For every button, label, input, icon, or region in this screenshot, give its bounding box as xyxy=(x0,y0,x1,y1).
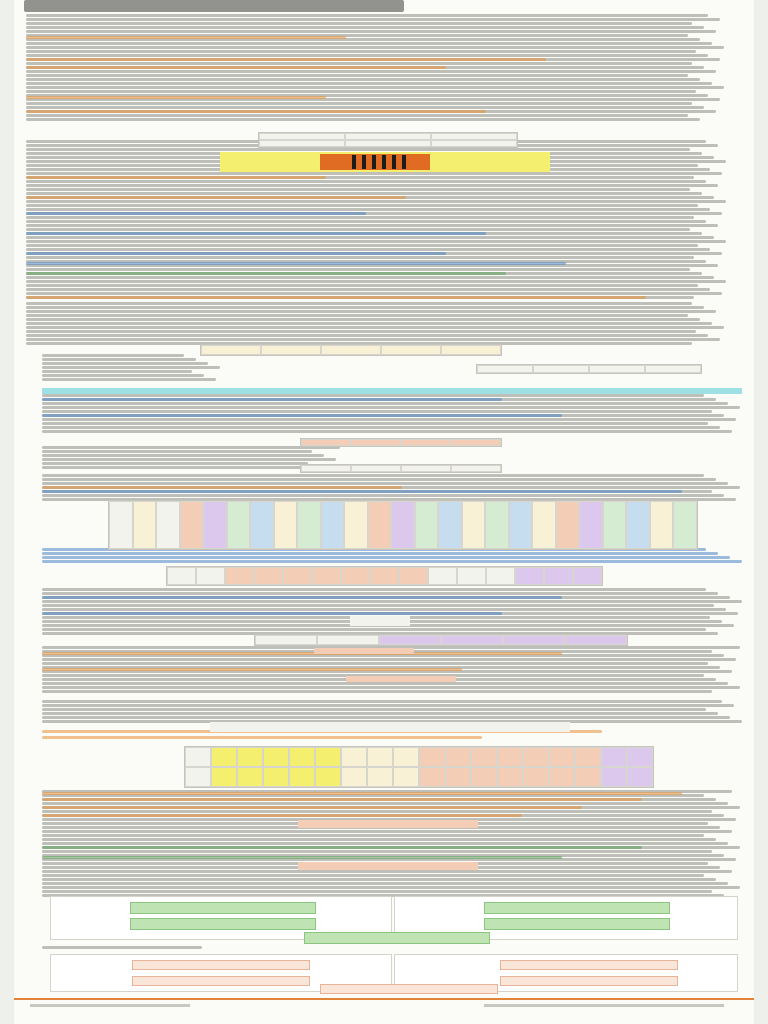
paragraph-line xyxy=(26,334,708,337)
section-band xyxy=(42,388,742,394)
paragraph-line xyxy=(26,90,696,93)
link-line xyxy=(42,490,682,493)
link-line xyxy=(42,596,562,599)
table-cell xyxy=(601,767,627,787)
table-cell xyxy=(445,767,471,787)
table-cell xyxy=(301,439,351,446)
paragraph-line xyxy=(26,276,714,279)
table-cell xyxy=(462,501,486,549)
table-cell xyxy=(283,567,312,585)
table-cell xyxy=(167,567,196,585)
table-cell xyxy=(237,747,263,767)
paragraph-line xyxy=(42,482,728,485)
table-cell xyxy=(441,345,501,355)
table-cell xyxy=(589,365,645,373)
paragraph-line xyxy=(42,870,732,873)
table-cell xyxy=(601,747,627,767)
paragraph-line xyxy=(26,228,690,231)
table-cell xyxy=(227,501,251,549)
link-line xyxy=(42,414,562,417)
table-cell xyxy=(289,767,315,787)
table-cell xyxy=(565,635,627,645)
table-cell xyxy=(451,439,501,446)
table-cell xyxy=(133,501,157,549)
paragraph-line xyxy=(42,592,718,595)
table-cell xyxy=(185,747,211,767)
table-cell xyxy=(351,439,401,446)
paragraph-line xyxy=(42,402,728,405)
paragraph-line xyxy=(42,842,728,845)
section-heading xyxy=(42,668,462,671)
table-cell xyxy=(419,747,445,767)
table-cell xyxy=(441,635,503,645)
paragraph-line xyxy=(26,86,724,89)
table-cell xyxy=(391,501,415,549)
table-cell xyxy=(263,747,289,767)
table-cell xyxy=(544,567,573,585)
paragraph-line xyxy=(26,240,726,243)
table-cell xyxy=(367,747,393,767)
table-cell xyxy=(315,747,341,767)
section-heading xyxy=(42,814,522,817)
table-large-3 xyxy=(184,746,654,788)
table-cell xyxy=(254,567,283,585)
table-cell xyxy=(156,501,180,549)
table-cell xyxy=(603,501,627,549)
paragraph-line xyxy=(26,118,700,121)
table-cell xyxy=(431,140,517,147)
paragraph-line xyxy=(26,288,710,291)
link-line xyxy=(42,398,502,401)
paragraph-line xyxy=(42,450,312,453)
table-cell xyxy=(259,133,345,140)
diagram-node xyxy=(298,862,478,870)
paragraph-line xyxy=(42,370,192,373)
table-cell xyxy=(471,767,497,787)
table-cell xyxy=(532,501,556,549)
paragraph-line xyxy=(42,830,732,833)
table-cell xyxy=(317,635,379,645)
paragraph-line xyxy=(42,690,712,693)
paragraph-line xyxy=(42,850,712,853)
table-cell xyxy=(321,345,381,355)
table-cell xyxy=(575,767,601,787)
table-cell xyxy=(351,465,401,472)
caption-box xyxy=(210,722,570,732)
paragraph-line xyxy=(26,322,712,325)
paragraph-line xyxy=(26,302,692,305)
section-heading xyxy=(26,36,346,39)
table-cell xyxy=(627,767,653,787)
table-large-2 xyxy=(166,566,603,586)
flow-node xyxy=(484,918,670,930)
paragraph-line xyxy=(26,306,704,309)
table-cell xyxy=(367,767,393,787)
paragraph-line xyxy=(26,326,724,329)
diagram-node xyxy=(346,676,456,682)
section-heading xyxy=(42,792,682,795)
paragraph-line xyxy=(26,292,722,295)
paragraph-line xyxy=(42,878,716,881)
table-cell xyxy=(438,501,462,549)
table-cell xyxy=(196,567,225,585)
paragraph-line xyxy=(26,310,716,313)
section-heading xyxy=(26,96,326,99)
paragraph-line xyxy=(42,662,708,665)
paragraph-line xyxy=(26,14,708,17)
highlight-figure xyxy=(220,152,550,172)
table-cell xyxy=(345,140,431,147)
paragraph-line xyxy=(26,70,716,73)
table-cell xyxy=(673,501,697,549)
paragraph-line xyxy=(26,184,718,187)
paragraph-line xyxy=(42,838,716,841)
diagram-bar xyxy=(372,155,376,169)
caption-line xyxy=(42,946,202,949)
table-cell xyxy=(261,345,321,355)
green-line xyxy=(42,846,642,849)
table-cell xyxy=(457,567,486,585)
table-cell xyxy=(393,747,419,767)
paragraph-line xyxy=(26,204,698,207)
table-cell xyxy=(579,501,603,549)
paragraph-line xyxy=(42,716,730,719)
diagram-bar xyxy=(362,155,366,169)
flow-node xyxy=(500,960,678,970)
table-cell xyxy=(237,767,263,787)
table-cell xyxy=(415,501,439,549)
paragraph-line xyxy=(26,224,718,227)
link-line xyxy=(26,232,486,235)
table-cell xyxy=(211,767,237,787)
paragraph-line xyxy=(42,494,724,497)
table-small-5 xyxy=(300,464,502,473)
paragraph-line xyxy=(26,180,706,183)
paragraph-line xyxy=(26,280,726,283)
paragraph-line xyxy=(42,556,730,559)
paragraph-line xyxy=(26,30,716,33)
section-heading xyxy=(42,736,482,739)
paragraph-line xyxy=(26,284,698,287)
paragraph-line xyxy=(42,366,220,369)
table-cell xyxy=(485,501,509,549)
table-cell xyxy=(556,501,580,549)
table-cell xyxy=(381,345,441,355)
section-heading xyxy=(42,798,642,801)
paragraph-line xyxy=(42,474,704,477)
paragraph-line xyxy=(26,78,700,81)
table-cell xyxy=(401,439,451,446)
paragraph-line xyxy=(42,354,184,357)
table-cell xyxy=(523,767,549,787)
table-cell xyxy=(393,767,419,787)
table-cell xyxy=(419,767,445,787)
paragraph-line xyxy=(42,810,712,813)
table-cell xyxy=(203,501,227,549)
table-cell xyxy=(627,747,653,767)
paragraph-line xyxy=(26,102,692,105)
table-cell xyxy=(645,365,701,373)
paragraph-line xyxy=(26,18,720,21)
table-cell xyxy=(211,747,237,767)
table-cell xyxy=(503,635,565,645)
paragraph-line xyxy=(26,338,720,341)
table-cell xyxy=(315,767,341,787)
paragraph-line xyxy=(42,600,742,603)
paragraph-line xyxy=(26,192,702,195)
table-cell xyxy=(344,501,368,549)
paragraph-line xyxy=(42,446,340,449)
table-cell xyxy=(497,767,523,787)
paragraph-line xyxy=(42,430,732,433)
document-header xyxy=(14,0,754,14)
paragraph-line xyxy=(26,82,712,85)
paragraph-line xyxy=(26,244,698,247)
table-cell xyxy=(379,635,441,645)
table-cell xyxy=(401,465,451,472)
table-cell xyxy=(341,767,367,787)
flow-node xyxy=(132,976,310,986)
paragraph-line xyxy=(26,114,688,117)
section-heading xyxy=(26,176,326,179)
paragraph-line xyxy=(42,422,708,425)
paragraph-line xyxy=(42,604,714,607)
table-cell xyxy=(626,501,650,549)
paragraph-line xyxy=(26,236,714,239)
link-line xyxy=(26,212,366,215)
paragraph-line xyxy=(42,700,722,703)
paragraph-line xyxy=(42,708,706,711)
diagram-bar xyxy=(382,155,386,169)
section-heading xyxy=(42,806,582,809)
paragraph-line xyxy=(26,26,704,29)
section-heading xyxy=(26,58,546,61)
table-cell xyxy=(549,747,575,767)
table-cell xyxy=(301,465,351,472)
green-line xyxy=(26,272,506,275)
diagram-node xyxy=(350,616,410,626)
flow-node xyxy=(500,976,678,986)
table-cell xyxy=(297,501,321,549)
diagram-bar xyxy=(402,155,406,169)
paragraph-line xyxy=(42,418,736,421)
paragraph-line xyxy=(42,890,712,893)
table-cell xyxy=(225,567,254,585)
table-cell xyxy=(471,747,497,767)
green-line xyxy=(42,856,562,859)
paragraph-line xyxy=(42,560,742,563)
paragraph-line xyxy=(42,886,740,889)
document-page xyxy=(14,0,754,1024)
link-line xyxy=(26,252,446,255)
section-heading xyxy=(26,110,486,113)
paragraph-line xyxy=(42,882,728,885)
table-small-2 xyxy=(200,344,502,356)
table-cell xyxy=(370,567,399,585)
table-cell xyxy=(312,567,341,585)
table-cell xyxy=(523,747,549,767)
paragraph-line xyxy=(26,54,708,57)
diagram-bar xyxy=(352,155,356,169)
table-cell xyxy=(650,501,674,549)
paragraph-line xyxy=(42,462,308,465)
table-cell xyxy=(289,747,315,767)
footer-text-right xyxy=(484,1004,724,1007)
paragraph-line xyxy=(26,50,696,53)
paragraph-line xyxy=(42,686,740,689)
paragraph-line xyxy=(26,22,692,25)
paragraph-line xyxy=(26,208,710,211)
flow-node xyxy=(484,902,670,914)
table-cell xyxy=(509,501,533,549)
paragraph-line xyxy=(26,318,700,321)
paragraph-line xyxy=(42,410,712,413)
paragraph-line xyxy=(26,268,690,271)
paragraph-line xyxy=(26,188,690,191)
flow-node xyxy=(130,918,316,930)
paragraph-line xyxy=(42,704,734,707)
section-heading xyxy=(42,652,562,655)
table-small-6 xyxy=(254,634,628,646)
table-cell xyxy=(250,501,274,549)
flow-node xyxy=(132,960,310,970)
table-cell xyxy=(341,567,370,585)
paragraph-line xyxy=(26,106,704,109)
paragraph-line xyxy=(42,802,728,805)
section-heading xyxy=(26,66,446,69)
paragraph-line xyxy=(26,256,694,259)
diagram-node xyxy=(298,820,478,828)
paragraph-line xyxy=(42,588,706,591)
section-heading xyxy=(42,486,402,489)
paragraph-line xyxy=(26,46,724,49)
flow-node xyxy=(320,984,498,994)
table-cell xyxy=(255,635,317,645)
table-cell xyxy=(109,501,133,549)
paragraph-line xyxy=(42,458,336,461)
table-cell xyxy=(201,345,261,355)
paragraph-line xyxy=(26,330,696,333)
table-large-1 xyxy=(108,500,698,550)
paragraph-line xyxy=(42,374,204,377)
table-cell xyxy=(549,767,575,787)
table-cell xyxy=(263,767,289,787)
table-cell xyxy=(431,133,517,140)
table-cell xyxy=(274,501,298,549)
section-heading xyxy=(26,296,646,299)
table-cell xyxy=(341,747,367,767)
table-small-3 xyxy=(476,364,702,374)
table-cell xyxy=(486,567,515,585)
table-cell xyxy=(180,501,204,549)
table-cell xyxy=(428,567,457,585)
paragraph-line xyxy=(42,608,726,611)
paragraph-line xyxy=(42,874,704,877)
table-cell xyxy=(477,365,533,373)
paragraph-line xyxy=(26,62,692,65)
table-cell xyxy=(399,567,428,585)
table-cell xyxy=(185,767,211,787)
paragraph-line xyxy=(26,314,688,317)
paragraph-line xyxy=(42,358,196,361)
paragraph-line xyxy=(42,466,320,469)
paragraph-line xyxy=(42,454,324,457)
diagram-bar xyxy=(392,155,396,169)
paragraph-line xyxy=(42,478,716,481)
section-heading xyxy=(26,196,406,199)
paragraph-line xyxy=(42,682,728,685)
table-cell xyxy=(445,747,471,767)
paragraph-line xyxy=(42,426,720,429)
paragraph-line xyxy=(26,200,726,203)
table-cell xyxy=(573,567,602,585)
paragraph-line xyxy=(26,248,710,251)
table-small-4 xyxy=(300,438,502,447)
paragraph-line xyxy=(26,220,706,223)
table-cell xyxy=(345,133,431,140)
paragraph-line xyxy=(26,74,688,77)
table-cell xyxy=(515,567,544,585)
diagram-node xyxy=(314,648,414,654)
flow-node xyxy=(304,932,490,944)
table-cell xyxy=(575,747,601,767)
paragraph-line xyxy=(26,42,712,45)
paragraph-line xyxy=(42,834,704,837)
paragraph-line xyxy=(42,658,736,661)
table-cell xyxy=(321,501,345,549)
paragraph-line xyxy=(42,378,216,381)
paragraph-line xyxy=(42,394,704,397)
page-title xyxy=(24,0,404,12)
paragraph-line xyxy=(42,362,208,365)
paragraph-line xyxy=(42,552,718,555)
paragraph-line xyxy=(42,628,706,631)
paragraph-line xyxy=(42,406,740,409)
table-cell xyxy=(259,140,345,147)
paragraph-line xyxy=(26,172,722,175)
flow-node xyxy=(130,902,316,914)
table-cell xyxy=(368,501,392,549)
paragraph-line xyxy=(26,148,690,151)
paragraph-line xyxy=(26,216,694,219)
table-small-1 xyxy=(258,132,518,148)
table-cell xyxy=(497,747,523,767)
table-cell xyxy=(451,465,501,472)
table-cell xyxy=(533,365,589,373)
link-line xyxy=(26,262,566,265)
link-line xyxy=(42,612,502,615)
paragraph-line xyxy=(42,712,718,715)
footer-text-left xyxy=(30,1004,190,1007)
footer-rule xyxy=(14,998,754,1000)
